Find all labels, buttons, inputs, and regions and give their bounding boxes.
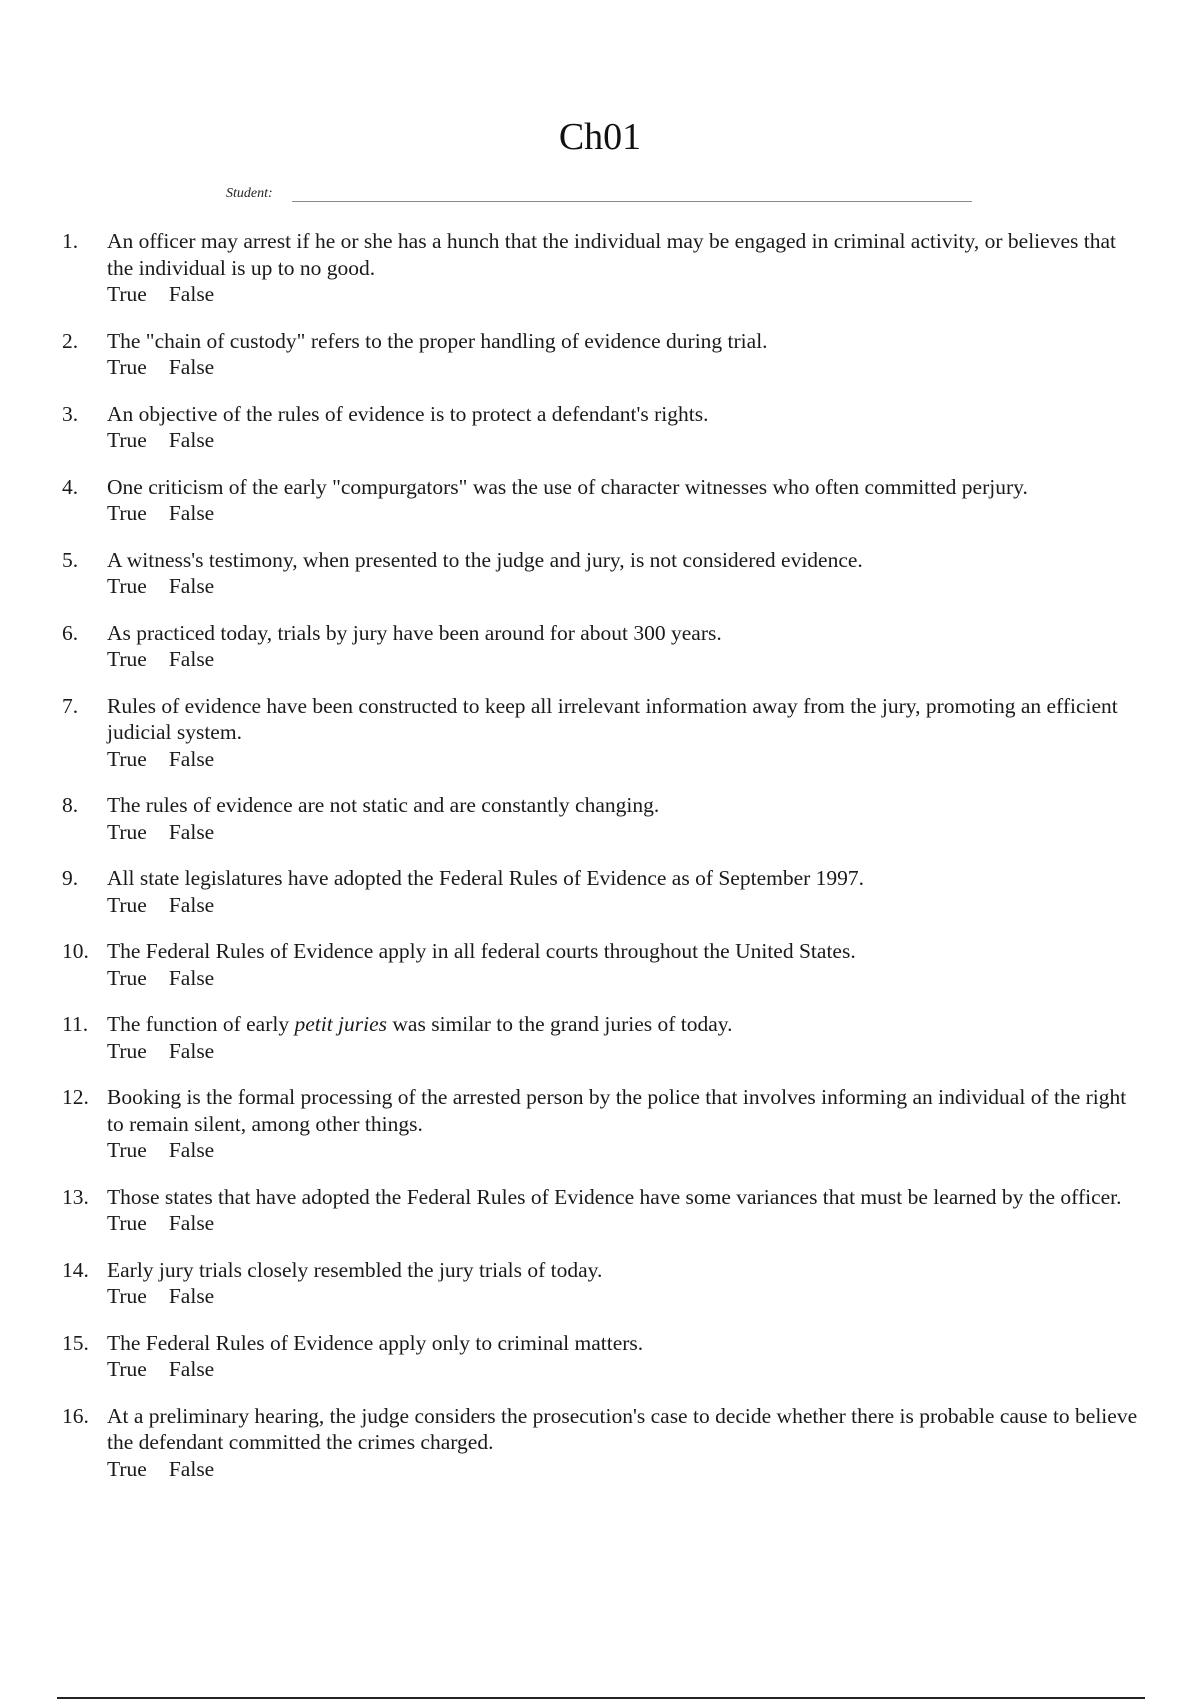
question-text-segment: Rules of evidence have been constructed to keep all irrelevant information away from the jury, promoting an efficient judicial system. — [107, 693, 1118, 744]
question-item — [62, 938, 1142, 991]
question-text — [107, 792, 1142, 819]
answer-options — [107, 500, 1142, 527]
answer-options — [107, 1210, 1142, 1237]
answer-options — [107, 281, 1142, 308]
question-number: 16. — [62, 1403, 89, 1428]
answer-options — [107, 1456, 1142, 1483]
question-list — [62, 228, 1142, 1502]
question-text-segment: A witness's testimony, when presented to the judge and jury, is not considered evidence. — [107, 547, 863, 572]
question-item — [62, 1257, 1142, 1310]
question-item — [62, 792, 1142, 845]
question-text — [107, 228, 1142, 281]
question-number: 2. — [62, 328, 79, 353]
answer-options — [107, 892, 1142, 919]
option-false[interactable]: False — [168, 819, 215, 844]
question-text — [107, 474, 1142, 501]
option-true[interactable]: True — [107, 1038, 147, 1063]
option-false[interactable]: False — [168, 282, 215, 306]
option-false[interactable]: False — [168, 501, 215, 525]
answer-options — [107, 819, 1142, 846]
question-number: 10. — [62, 939, 89, 963]
student-name-line[interactable] — [292, 201, 972, 202]
option-false[interactable]: False — [168, 746, 215, 771]
option-true[interactable]: True — [107, 647, 147, 671]
option-false[interactable]: False — [168, 574, 215, 598]
option-true[interactable]: True — [107, 1357, 147, 1381]
question-text — [107, 328, 1142, 355]
option-true[interactable]: True — [107, 428, 147, 452]
question-text-segment: All state legislatures have adopted the Federal Rules of Evidence as of September 1997. — [107, 866, 865, 890]
option-false[interactable]: False — [168, 647, 215, 671]
question-item — [62, 693, 1142, 773]
option-true[interactable]: True — [107, 1284, 147, 1308]
answer-options — [107, 1137, 1142, 1164]
question-text-segment: Booking is the formal processing of the arrested person by the police that involves informing an individual of the right to remain silent, among other things. — [107, 1085, 1127, 1136]
question-text — [107, 1257, 1142, 1284]
option-false[interactable]: False — [168, 1138, 215, 1162]
student-label: Student: — [226, 186, 273, 201]
question-text-segment: The "chain of custody" refers to the proper handling of evidence during trial. — [107, 328, 768, 353]
answer-options — [107, 427, 1142, 454]
option-false[interactable]: False — [168, 1284, 215, 1308]
question-number: 6. — [62, 620, 79, 645]
question-text — [107, 1330, 1142, 1357]
question-text — [107, 401, 1142, 428]
question-text — [107, 938, 1142, 965]
question-item — [62, 1330, 1142, 1383]
question-number: 7. — [62, 693, 79, 718]
answer-options — [107, 1356, 1142, 1383]
question-item — [62, 1011, 1142, 1064]
question-item — [62, 328, 1142, 381]
option-true[interactable]: True — [107, 746, 147, 771]
answer-options — [107, 1283, 1142, 1310]
question-text-segment: The Federal Rules of Evidence apply in all federal courts throughout the United States. — [107, 939, 856, 963]
question-text-segment: Early jury trials closely resembled the jury trials of today. — [107, 1257, 603, 1282]
answer-options — [107, 573, 1142, 600]
question-number: 3. — [62, 401, 79, 426]
question-text — [107, 620, 1142, 647]
question-text-segment: At a preliminary hearing, the judge considers the prosecution's case to decide whether there is probable cause to believe the defendant committed the crimes charged. — [107, 1403, 1138, 1454]
question-number: 9. — [62, 866, 79, 890]
option-false[interactable]: False — [168, 1038, 215, 1063]
question-text-emphasis: petit juries — [294, 1012, 388, 1036]
option-true[interactable]: True — [107, 819, 147, 844]
question-number: 5. — [62, 547, 79, 572]
question-item — [62, 1084, 1142, 1164]
question-text-segment: One criticism of the early "compurgators" was the use of character witnesses who often committed perjury. — [107, 474, 1028, 499]
question-number: 11. — [62, 1012, 89, 1036]
page-bottom-rule — [57, 1697, 1145, 1699]
option-false[interactable]: False — [168, 1357, 215, 1381]
answer-options — [107, 1038, 1142, 1065]
option-true[interactable]: True — [107, 965, 147, 990]
question-text-segment: was similar to the grand juries of today. — [387, 1012, 733, 1036]
question-item — [62, 228, 1142, 308]
option-true[interactable]: True — [107, 282, 147, 306]
question-item — [62, 1184, 1142, 1237]
question-number: 1. — [62, 229, 79, 253]
question-number: 15. — [62, 1330, 89, 1355]
option-false[interactable]: False — [168, 428, 215, 452]
question-number: 8. — [62, 793, 79, 817]
question-text — [107, 1403, 1142, 1456]
question-text — [107, 1084, 1142, 1137]
option-true[interactable]: True — [107, 1456, 147, 1481]
page-title: Ch01 — [558, 116, 642, 158]
question-text-segment: An officer may arrest if he or she has a hunch that the individual may be engaged in criminal activity, or believes that the individual is up to no good. — [107, 229, 1116, 280]
question-text — [107, 693, 1142, 746]
answer-options — [107, 746, 1142, 773]
option-false[interactable]: False — [168, 892, 215, 917]
option-true[interactable]: True — [107, 355, 147, 379]
answer-options — [107, 646, 1142, 673]
option-true[interactable]: True — [107, 1211, 147, 1235]
option-true[interactable]: True — [107, 892, 147, 917]
question-text — [107, 865, 1142, 892]
question-number: 12. — [62, 1085, 89, 1109]
question-number: 4. — [62, 474, 79, 499]
question-text-segment: The rules of evidence are not static and are constantly changing. — [107, 793, 660, 817]
question-text-segment: An objective of the rules of evidence is to protect a defendant's rights. — [107, 401, 709, 426]
question-text-segment: As practiced today, trials by jury have been around for about 300 years. — [107, 620, 722, 645]
option-false[interactable]: False — [168, 1211, 215, 1235]
option-true[interactable]: True — [107, 574, 147, 598]
answer-options — [107, 965, 1142, 992]
option-true[interactable]: True — [107, 501, 147, 525]
option-false[interactable]: False — [168, 965, 215, 990]
answer-options — [107, 354, 1142, 381]
question-number: 13. — [62, 1184, 89, 1209]
question-number: 14. — [62, 1257, 89, 1282]
question-text — [107, 1011, 1142, 1038]
question-text-segment: The Federal Rules of Evidence apply only to criminal matters. — [107, 1330, 644, 1355]
option-true[interactable]: True — [107, 1138, 147, 1162]
question-text — [107, 1184, 1142, 1211]
question-text — [107, 547, 1142, 574]
option-false[interactable]: False — [168, 1456, 215, 1481]
question-text-segment: Those states that have adopted the Federal Rules of Evidence have some variances that must be learned by the officer. — [107, 1184, 1122, 1209]
question-item — [62, 865, 1142, 918]
question-item — [62, 620, 1142, 673]
question-text-segment: The function of early — [107, 1012, 295, 1036]
option-false[interactable]: False — [168, 355, 215, 379]
question-item — [62, 401, 1142, 454]
question-item — [62, 547, 1142, 600]
question-item — [62, 474, 1142, 527]
question-item — [62, 1403, 1142, 1483]
